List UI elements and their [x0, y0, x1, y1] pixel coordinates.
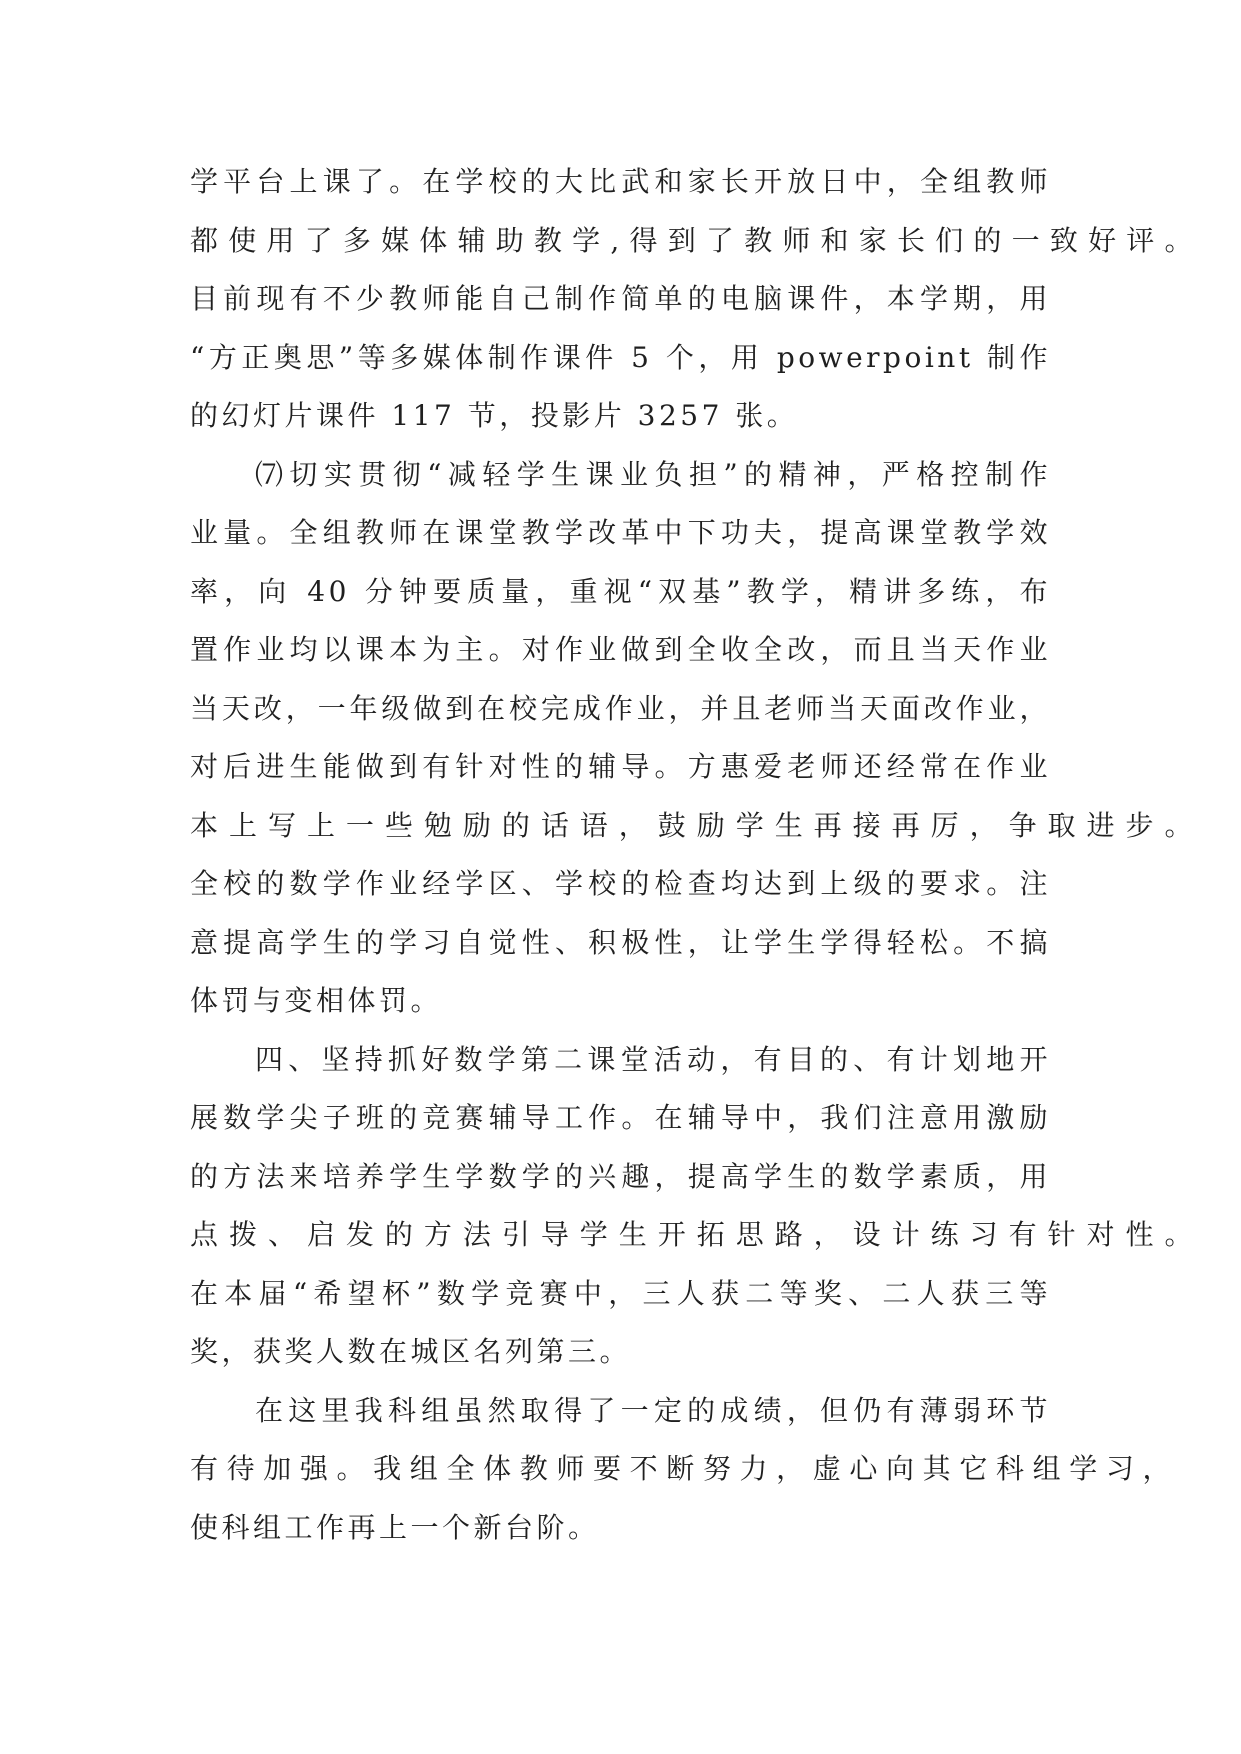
- text-line: 业量。全组教师在课堂教学改革中下功夫，提高课堂教学效: [190, 516, 1051, 549]
- text-line: 本上写上一些勉励的话语，鼓励学生再接再厉，争取进步。: [190, 808, 1196, 842]
- paragraph: [190, 446, 1196, 1031]
- text-line: 在这里我科组虽然取得了一定的成绩，但仍有薄弱环节: [255, 1393, 1051, 1427]
- text-line: 学平台上课了。在学校的大比武和家长开放日中，全组教师: [190, 165, 1051, 198]
- text-line: 置作业均以课本为主。对作业做到全收全改，而且当天作业: [190, 633, 1051, 666]
- text-line: “方正奥思”等多媒体制作课件 5 个，用 powerpoint 制作: [190, 340, 1051, 374]
- text-line: 体罚与变相体罚。: [190, 984, 443, 1017]
- paragraph: [190, 1382, 1196, 1558]
- text-line: 对后进生能做到有针对性的辅导。方惠爱老师还经常在作业: [190, 750, 1051, 783]
- paragraph: [190, 153, 1196, 446]
- text-line: 有待加强。我组全体教师要不断努力，虚心向其它科组学习，: [190, 1452, 1174, 1485]
- text-line: 都使用了多媒体辅助教学,得到了教师和家长们的一致好评。: [190, 223, 1196, 257]
- text-line: 当天改，一年级做到在校完成作业，并且老师当天面改作业，: [190, 691, 1051, 725]
- text-line: 意提高学生的学习自觉性、积极性，让学生学得轻松。不搞: [190, 925, 1051, 959]
- text-line: 点拨、启发的方法引导学生开拓思路，设计练习有针对性。: [190, 1218, 1196, 1251]
- text-line: 率，向 40 分钟要质量，重视“双基”教学，精讲多练，布: [190, 574, 1051, 608]
- text-line: 四、坚持抓好数学第二课堂活动，有目的、有计划地开: [255, 1042, 1051, 1076]
- text-line: 全校的数学作业经学区、学校的检查均达到上级的要求。注: [190, 867, 1051, 900]
- document-body: [190, 153, 1196, 1557]
- text-line: 使科组工作再上一个新台阶。: [190, 1510, 600, 1544]
- text-line: 的方法来培养学生学数学的兴趣，提高学生的数学素质，用: [190, 1159, 1051, 1193]
- text-line: 在本届“希望杯”数学竞赛中，三人获二等奖、二人获三等: [190, 1276, 1051, 1310]
- text-line: 的幻灯片课件 117 节，投影片 3257 张。: [190, 399, 799, 432]
- text-line: 展数学尖子班的竞赛辅导工作。在辅导中，我们注意用激励: [190, 1101, 1051, 1134]
- text-line: ⑺切实贯彻“减轻学生课业负担”的精神，严格控制作: [255, 457, 1051, 491]
- text-line: 奖，获奖人数在城区名列第三。: [190, 1335, 632, 1368]
- text-line: 目前现有不少教师能自己制作简单的电脑课件，本学期，用: [190, 282, 1051, 315]
- paragraph: [190, 1031, 1196, 1382]
